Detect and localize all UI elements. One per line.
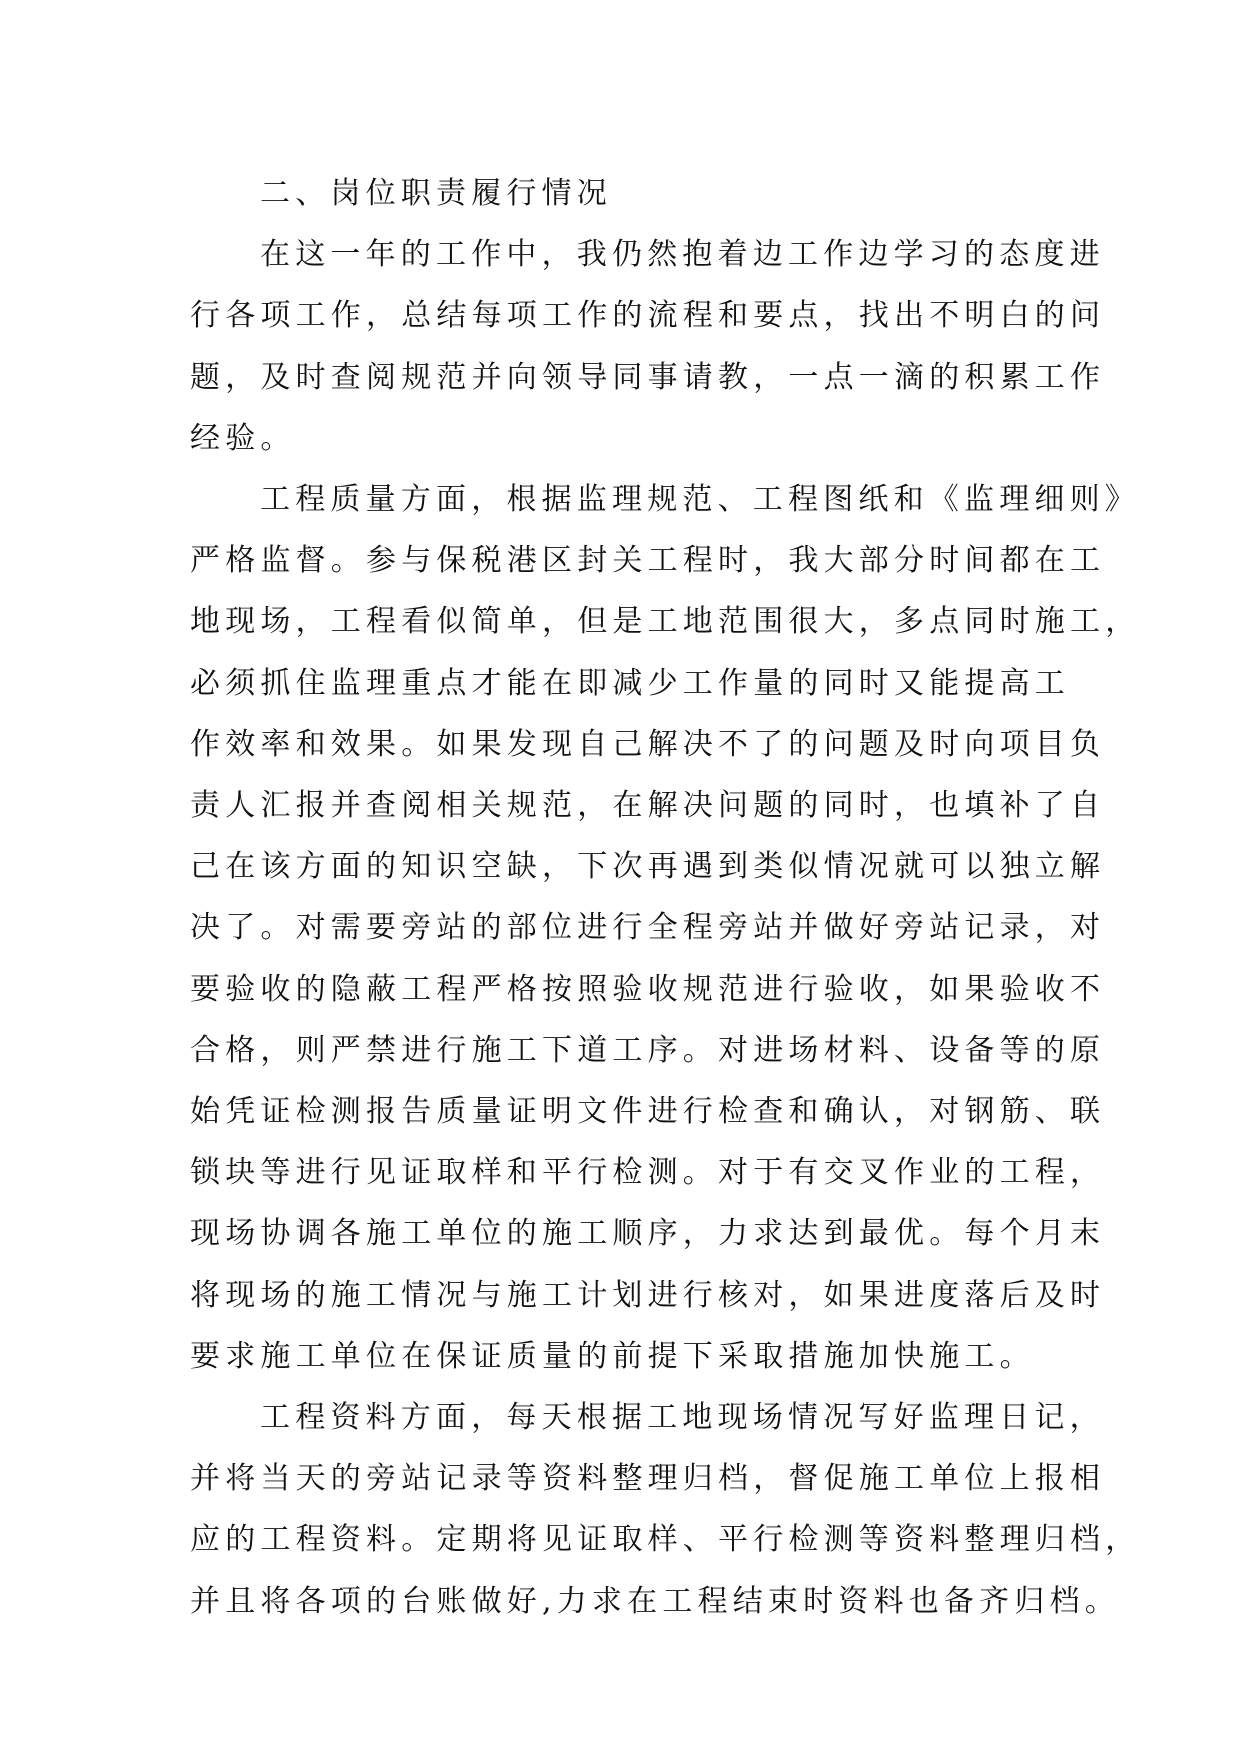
paragraph-line: 现场协调各施工单位的施工顺序，力求达到最优。每个月末 bbox=[190, 1216, 1106, 1252]
paragraph-line: 作效率和效果。如果发现自己解决不了的问题及时向项目负 bbox=[190, 726, 1106, 762]
paragraph-line: 地现场，工程看似简单，但是工地范围很大，多点同时施工， bbox=[190, 604, 1141, 640]
paragraph-line: 将现场的施工情况与施工计划进行核对，如果进度落后及时 bbox=[190, 1277, 1106, 1313]
paragraph-line: 并且将各项的台账做好,力求在工程结束时资料也备齐归档。 bbox=[190, 1583, 1120, 1619]
paragraph-quality bbox=[190, 469, 1141, 1387]
paragraph-line: 并将当天的旁站记录等资料整理归档，督促施工单位上报相 bbox=[190, 1461, 1106, 1497]
paragraph-line: 决了。对需要旁站的部位进行全程旁站并做好旁站记录，对 bbox=[190, 910, 1106, 946]
paragraph-line: 要验收的隐蔽工程严格按照验收规范进行验收，如果验收不 bbox=[190, 971, 1106, 1007]
paragraph-line: 必须抓住监理重点才能在即减少工作量的同时又能提高工 bbox=[190, 665, 1070, 701]
paragraph-line: 工程质量方面，根据监理规范、工程图纸和《监理细则》 bbox=[260, 482, 1140, 518]
paragraph-line: 题，及时查阅规范并向领导同事请教，一点一滴的积累工作 bbox=[190, 359, 1106, 395]
paragraph-line: 工程资料方面，每天根据工地现场情况写好监理日记， bbox=[260, 1400, 1105, 1436]
paragraph-line: 责人汇报并查阅相关规范，在解决问题的同时，也填补了自 bbox=[190, 788, 1106, 824]
paragraph-line: 在这一年的工作中，我仍然抱着边工作边学习的态度进 bbox=[260, 237, 1105, 273]
section-heading bbox=[190, 163, 1060, 224]
paragraph-documentation bbox=[190, 1387, 1141, 1632]
paragraph-line: 经验。 bbox=[190, 420, 296, 456]
paragraph-line: 始凭证检测报告质量证明文件进行检查和确认，对钢筋、联 bbox=[190, 1094, 1106, 1130]
paragraph-line: 行各项工作，总结每项工作的流程和要点，找出不明白的问 bbox=[190, 298, 1106, 334]
paragraph-line: 严格监督。参与保税港区封关工程时，我大部分时间都在工 bbox=[190, 543, 1106, 579]
heading-text: 二、岗位职责履行情况 bbox=[260, 176, 612, 211]
paragraph-line: 应的工程资料。定期将见证取样、平行检测等资料整理归档， bbox=[190, 1522, 1141, 1558]
paragraph-line: 己在该方面的知识空缺，下次再遇到类似情况就可以独立解 bbox=[190, 849, 1106, 885]
paragraph-line: 锁块等进行见证取样和平行检测。对于有交叉作业的工程， bbox=[190, 1155, 1106, 1191]
paragraph-work-attitude bbox=[190, 224, 1106, 469]
document-body bbox=[190, 163, 1141, 1632]
paragraph-line: 合格，则严禁进行施工下道工序。对进场材料、设备等的原 bbox=[190, 1032, 1106, 1068]
paragraph-line: 要求施工单位在保证质量的前提下采取措施加快施工。 bbox=[190, 1338, 1035, 1374]
